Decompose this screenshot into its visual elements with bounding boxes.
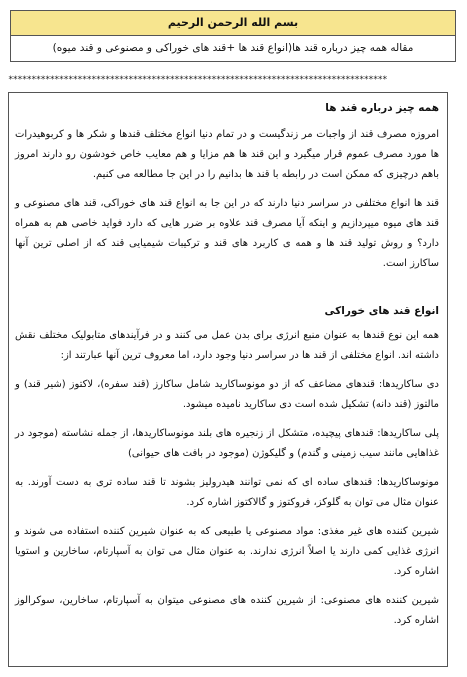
paragraph-polysaccharides: پلی ساکاریدها: قندهای پیچیده، متشکل از زنجیره های بلند مونوساکاریدها، از جمله نشاسته (موجود در غذاهایی مانند سیب زمینی و گندم) و گلیکوژن (موجود در بافت های حیوانی): [15, 428, 439, 459]
article-subtitle: مقاله همه چیز درباره قند ها(انواع قند ها +قند های خوراکی و مصنوعی و قند میوه): [11, 36, 455, 61]
basmala-title: بسم الله الرحمن الرحیم: [11, 11, 455, 36]
paragraph-monosaccharides: مونوساکاریدها: قندهای ساده ای که نمی توانند هیدرولیز بشوند تا قند ساده تری به دست آورند. به عنوان مثال می توان به گلوکز، فروکتوز و گالاکتوز اشاره کرد.: [15, 477, 439, 508]
paragraph-types-overview: قند ها انواع مختلفی در سراسر دنیا دارند که در این جا به انواع قند های خوراکی، قند های مصنوعی و قند های میوه میپردازیم و اینکه آیا مصرف قند علاوه بر ضرر هایی که دارد فواید خاصی هم به همراه دارد؟ و روش تولید قند ها و همه ی کاربرد های قند و ترکیبات شیمیایی قند که از اصلی ترین آنها ساکارز است.: [15, 198, 439, 269]
paragraph-non-nutritive-sweeteners: شیرین کننده های غیر مغذی: مواد مصنوعی یا طبیعی که به عنوان شیرین کننده استفاده می شوند و انرژی غذایی کمی دارند یا اصلاً انرژی ندارند. به عنوان مثال می توان به آسپارتام، ساخارین و استویا اشاره کرد.: [15, 526, 439, 577]
paragraph-energy-source: همه این نوع قندها به عنوان منبع انرژی برای بدن عمل می کنند و در فرآیندهای متابولیک مختلف نقش داشته اند. انواع مختلفی از قند ها در سراسر دنیا وجود دارد، اما معروف ترین آنها عبارتند از:: [15, 330, 439, 361]
article-title: همه چیز درباره قند ها: [325, 102, 439, 114]
asterisk-separator: **********************************************************************************: [8, 75, 387, 85]
article-body: [8, 92, 448, 667]
paragraph-intro: امروزه مصرف قند از واجبات مر زندگیست و در تمام دنیا انواع مختلف قندها و شکر ها و کربوهیدرات ها مورد مصرف عموم قرار میگیرد و این قند ها هم مزایا و هم معایب خاص خودشون رو دارند امروز باهم درچیزی که ممکن است در رابطه با قند ها بدانیم را در این جا مطالعه می کنیم.: [15, 129, 439, 180]
section-title: انواع قند های خوراکی: [324, 305, 439, 317]
header-box: [10, 10, 456, 62]
paragraph-disaccharides: دی ساکاریدها: قندهای مضاعف که از دو مونوساکارید شامل ساکارز (قند سفره)، لاکتوز (شیر قند) و مالتوز (قند دانه) تشکیل شده است دی ساکارید نامیده میشود.: [15, 379, 439, 410]
paragraph-artificial-sweeteners: شیرین کننده های مصنوعی: از شیرین کننده های مصنوعی میتوان به آسپارتام، ساخارین، سوکرالوز اشاره کرد.: [15, 595, 439, 626]
